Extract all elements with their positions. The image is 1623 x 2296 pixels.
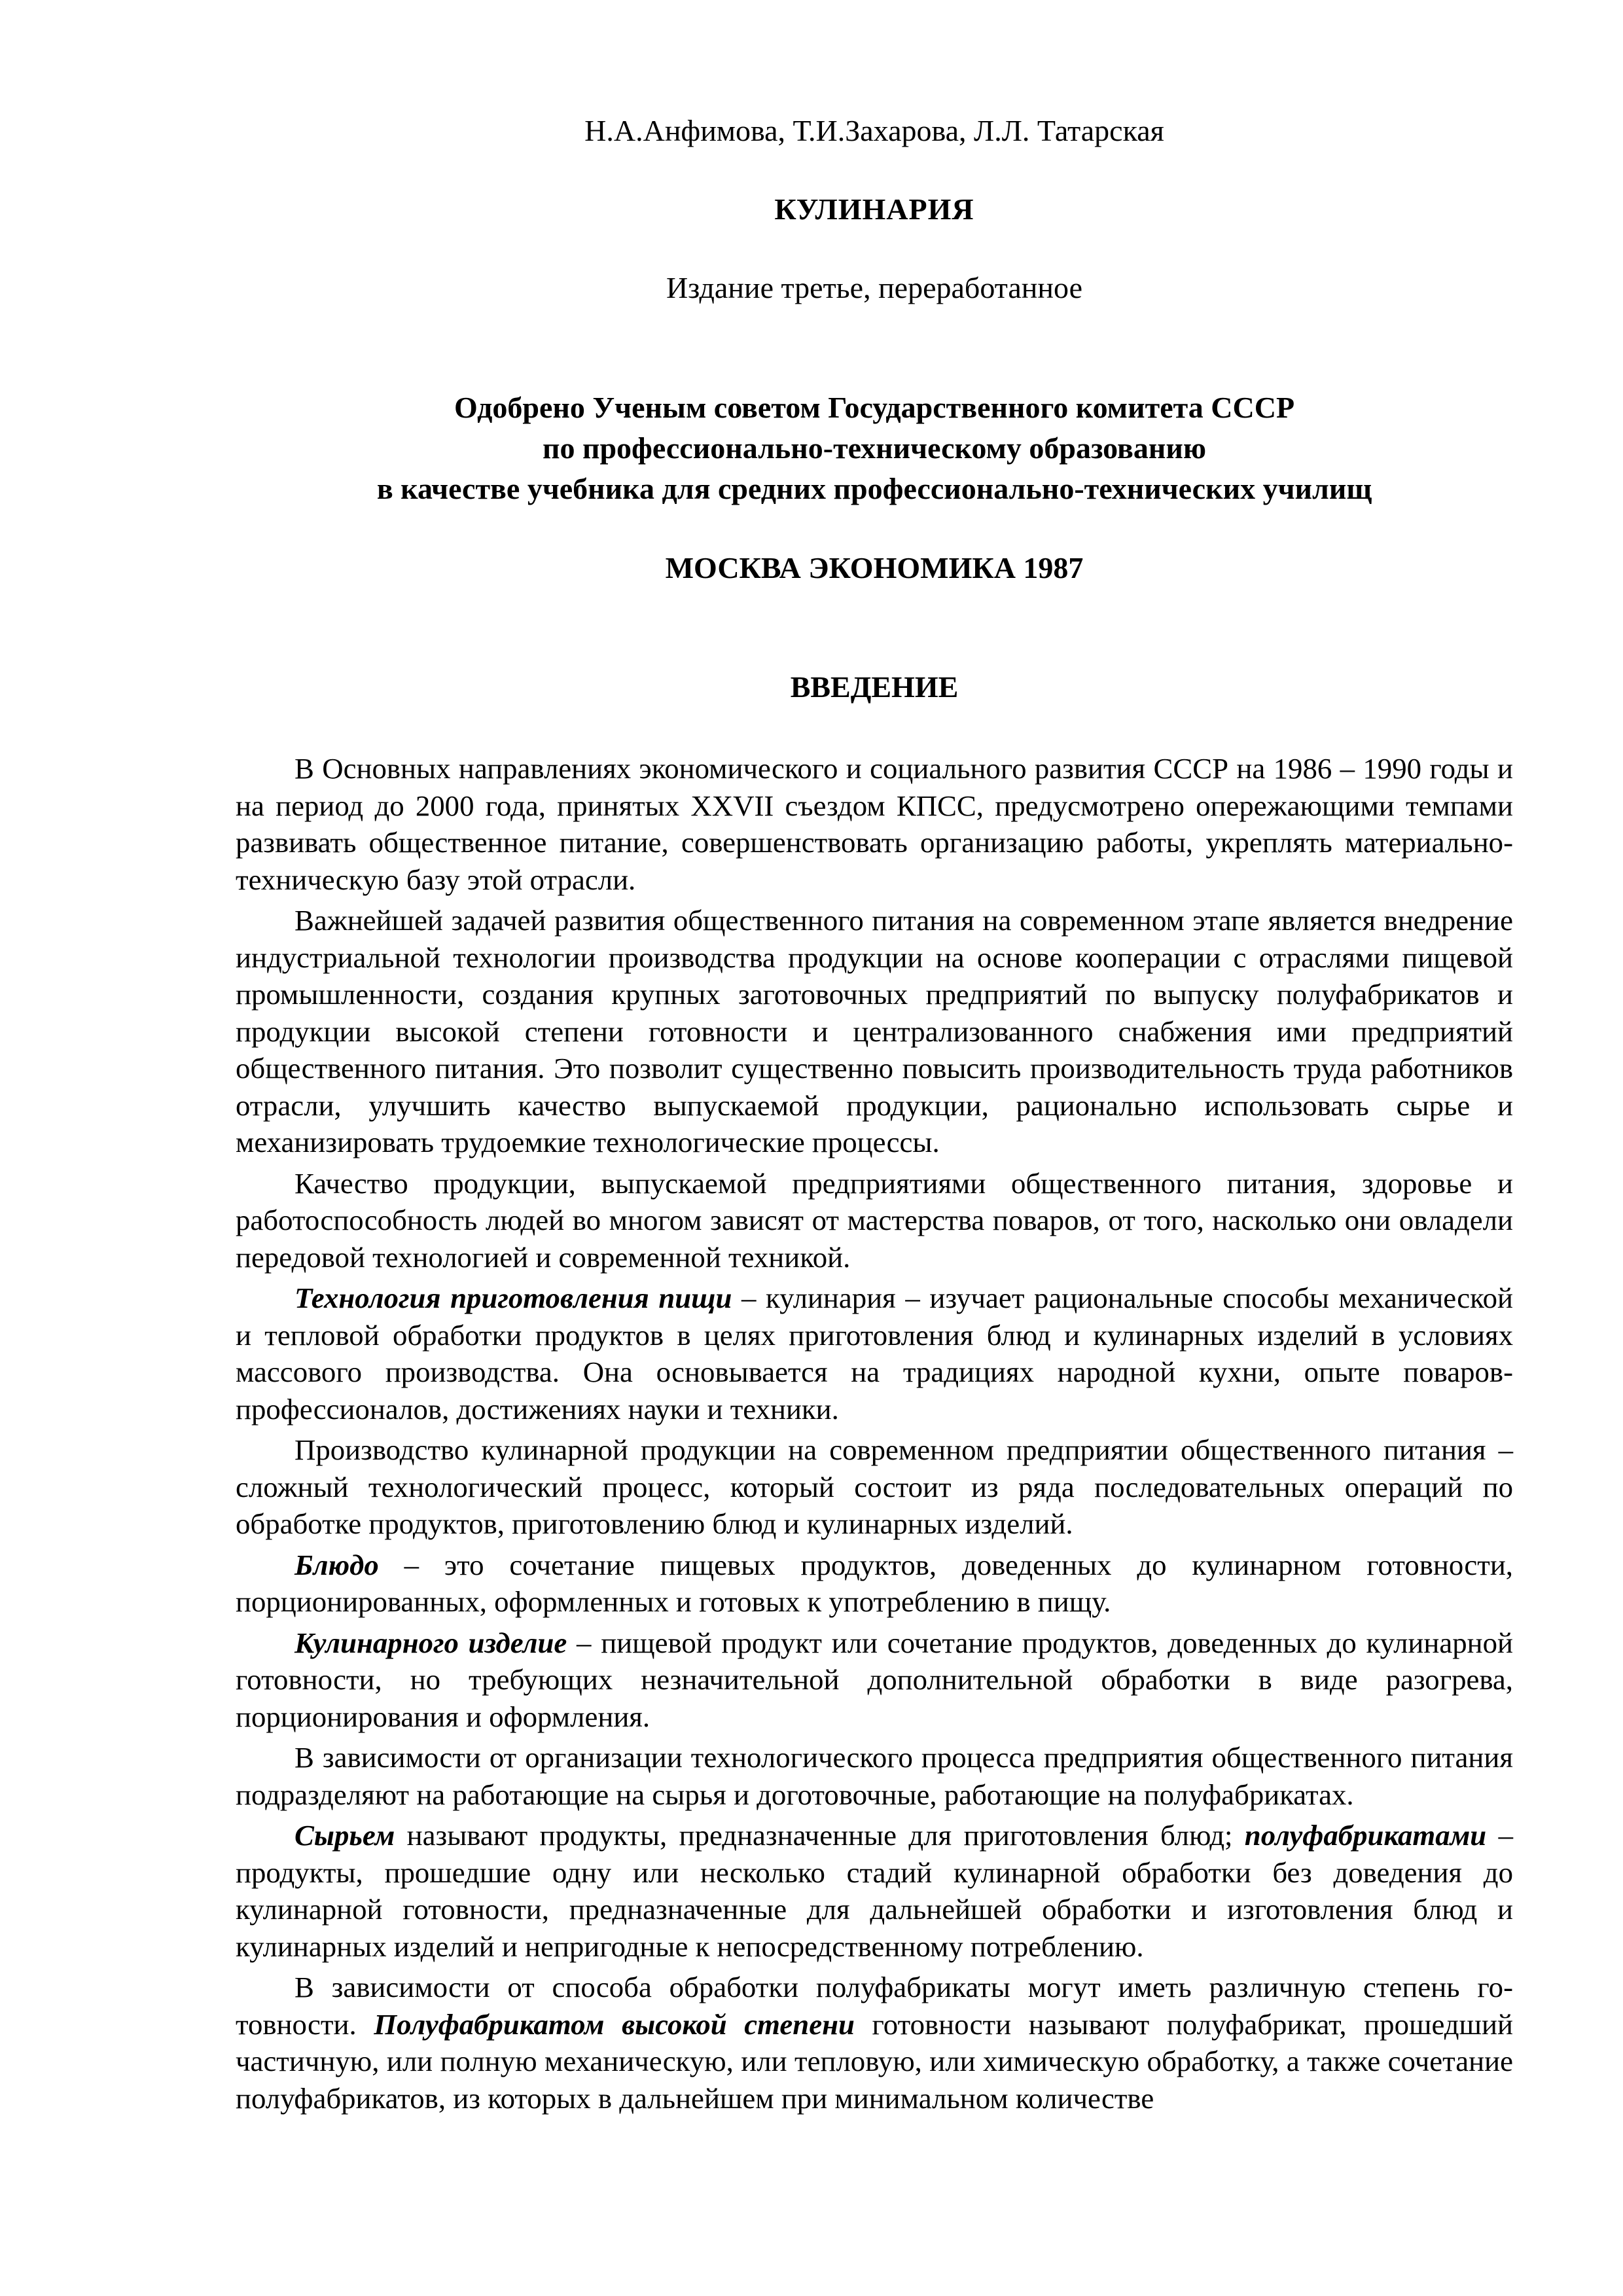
approval-line: по профессионально-техническому образованию xyxy=(542,431,1207,465)
paragraph: В зависимости от способа обработки полуфабрикаты могут иметь различную степень готовности. Полуфабрикатом высокой степени готовности называют полуфабрикат, прошедший частичную, или полную механическую, или тепловую, или химическую обработку, а также сочетание полуфабрикатов, из которых в дальнейшем при минимальном количестве xyxy=(236,1971,1513,2115)
paragraph: В зависимости от организации технологического процесса предприятия общественного питания подразделяют на работающие на сырья и доготовочные, работающие на полуфабрикатах. xyxy=(236,1741,1513,1811)
authors: Н.А.Анфимова, Т.И.Захарова, Л.Л. Татарская xyxy=(584,114,1164,147)
defined-term: Полуфабрикатом высокой степени xyxy=(374,2007,855,2041)
paragraph: Производство кулинарной продукции на современном предприятии общественного питания – сложный технологический процесс, который состоит из ряда последовательных операций по обработке продуктов, приготовлению блюд и кулинарных изделий. xyxy=(236,1433,1513,1540)
book-title: КУЛИНАРИЯ xyxy=(774,192,974,226)
defined-term: Технология приготовления пищи xyxy=(294,1282,732,1314)
paragraph: Качество продукции, выпускаемой предприятиями общественного питания, здоровье и работоспособность людей во многом зависят от мастерства поваров, от того, насколько они овладели передовой технологией и современной техникой. xyxy=(236,1166,1513,1274)
paragraph: Важнейшей задачей развития общественного питания на современном этапе является внедрение индустриальной технологии производства продукции на основе кооперации с отраслями пищевой промышленности, создания крупных заготовочных предприятий по выпуску полуфабрикатов и продукции высокой степени готовности и централизованного снабжения ими предприятий общественного питания. Это позволит существенно повысить производительность труда работников отрасли, улучшить качество выпускаемой продукции, рационально использовать сырье и механизировать трудоемкие технологические процессы. xyxy=(236,904,1513,1158)
defined-term: полуфабрикатами xyxy=(1244,1819,1487,1852)
defined-term: Сырьем xyxy=(294,1819,395,1852)
approval-line: в качестве учебника для средних профессионально-технических училищ xyxy=(376,472,1372,505)
paragraph: Технология приготовления пищи – кулинария – изучает рациональные способы механической и тепловой обработки продуктов в целях приготовления блюд и кулинарных изделий в условиях массового производства. Она основывается на традициях народной кухни, опыте поваров-профессионалов, достижениях науки и техники. xyxy=(236,1282,1513,1426)
paragraph: Кулинарного изделие – пищевой продукт или сочетание продуктов, доведенных до кулинарной готовности, но требующих незначительной дополнительной обработки в виде разогрева, порционирования и оформления. xyxy=(236,1626,1513,1733)
defined-term: Блюдо xyxy=(294,1548,379,1581)
paragraph: Сырьем называют продукты, предназначенные для приготовления блюд; полуфабрикатами – продукты, прошедшие одну или несколько стадий кулинарной обработки без доведения до кулинарной готовности, предназначенные для дальнейшей обработки и изготовления блюд и кулинарных изделий и непригодные к непосредственному потреблению. xyxy=(236,1819,1513,1963)
paragraph: Блюдо – это сочетание пищевых продуктов, доведенных до кулинарном готовности, порционированных, оформленных и готовых к употреблению в пищу. xyxy=(236,1548,1513,1618)
introduction-body xyxy=(236,750,1513,2117)
edition-note: Издание третье, переработанное xyxy=(666,271,1083,304)
approval-statement xyxy=(236,387,1513,509)
paragraph: В Основных направлениях экономического и социального развития СССР на 1986 – 1990 годы и на период до 2000 года, принятых XXVII съездом КПСС, предусмотрено опережающими темпами развивать общественное питание, совершенствовать организацию работы, укреплять материально-техническую базу этой отрасли. xyxy=(236,752,1513,896)
section-heading: ВВЕДЕНИЕ xyxy=(790,670,959,704)
approval-line: Одобрено Ученым советом Государственного комитета СССР xyxy=(454,391,1295,424)
document-page xyxy=(236,111,1513,2121)
imprint: МОСКВА ЭКОНОМИКА 1987 xyxy=(665,551,1084,584)
defined-term: Кулинарного изделие xyxy=(294,1626,567,1659)
